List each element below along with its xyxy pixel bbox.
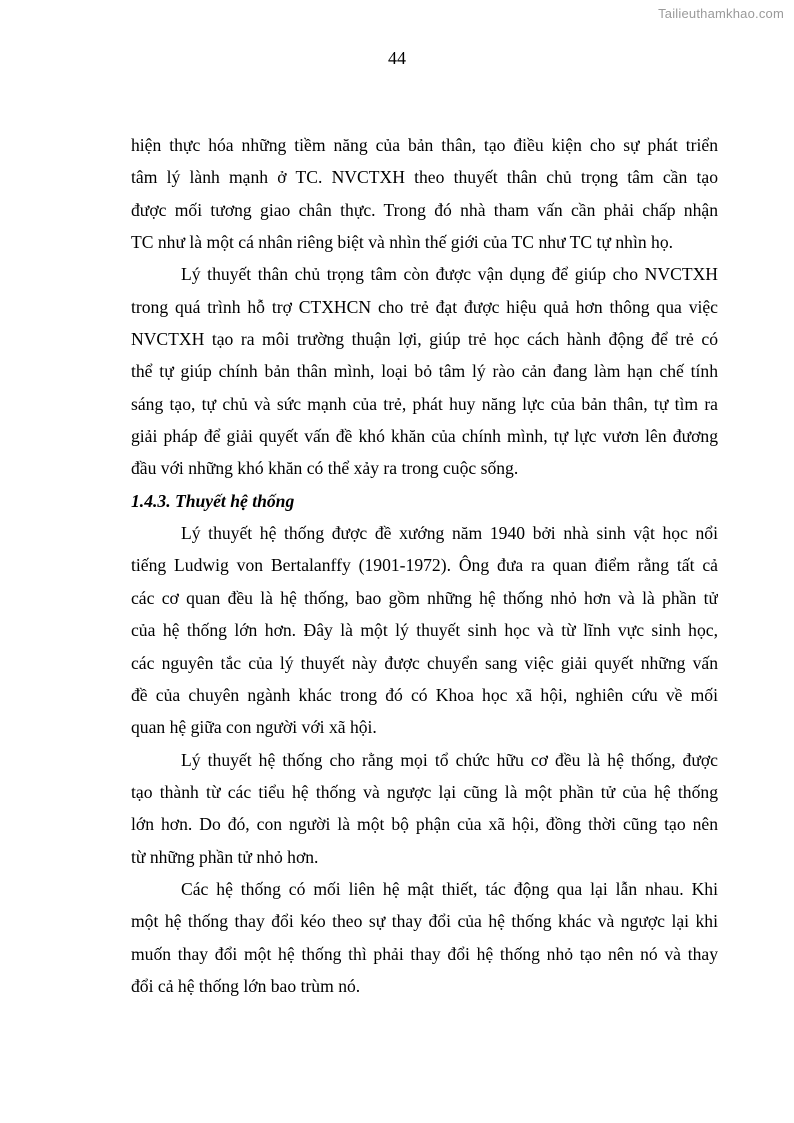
text-line: các nguyên tắc của lý thuyết này được chuyển sang việc giải quyết những vấn <box>131 652 718 673</box>
paragraph <box>131 258 718 484</box>
text-line: quan hệ giữa con người với xã hội. <box>131 717 377 738</box>
text-line: tâm lý lành mạnh ở TC. NVCTXH theo thuyết thân chủ trọng tâm cần tạo <box>131 167 718 188</box>
page-number: 44 <box>388 48 406 68</box>
text-line: trong quá trình hỗ trợ CTXHCN cho trẻ đạt được hiệu quả hơn thông qua việc <box>131 296 718 317</box>
text-line: đổi cả hệ thống lớn bao trùm nó. <box>131 975 361 996</box>
text-line: từ những phần tử nhỏ hơn. <box>131 846 319 867</box>
text-line: Lý thuyết hệ thống cho rằng mọi tổ chức hữu cơ đều là hệ thống, được <box>181 749 718 770</box>
text-line: Lý thuyết thân chủ trọng tâm còn được vận dụng để giúp cho NVCTXH <box>181 264 718 285</box>
text-line: được mối tương giao chân thực. Trong đó nhà tham vấn cần phải chấp nhận <box>131 199 718 220</box>
paragraph <box>131 129 718 258</box>
text-line: 1.4.3. Thuyết hệ thống <box>131 490 295 511</box>
text-line: đầu với những khó khăn có thể xảy ra trong cuộc sống. <box>131 458 519 479</box>
text-line: một hệ thống thay đổi kéo theo sự thay đổi của hệ thống khác và ngược lại khi <box>131 911 718 932</box>
text-line: thể tự giúp chính bản thân mình, loại bỏ tâm lý rào cản đang làm hạn chế tính <box>131 361 718 382</box>
watermark: Tailieuthamkhao.com <box>658 6 784 21</box>
text-line: giải pháp để giải quyết vấn đề khó khăn của chính mình, tự lực vươn lên đương <box>131 426 718 447</box>
section-heading <box>131 485 718 517</box>
text-line: tạo thành từ các tiểu hệ thống và ngược lại cũng là một phần tử của hệ thống <box>131 781 718 802</box>
paragraph <box>131 744 718 873</box>
text-line: tiếng Ludwig von Bertalanffy (1901-1972). Ông đưa ra quan điểm rằng tất cả <box>131 555 718 576</box>
text-line: của hệ thống lớn hơn. Đây là một lý thuyết sinh học và từ lĩnh vực sinh học, <box>131 620 718 641</box>
text-line: muốn thay đổi một hệ thống thì phải thay đổi hệ thống nhỏ tạo nên nó và thay <box>131 943 718 964</box>
text-line: NVCTXH tạo ra môi trường thuận lợi, giúp trẻ học cách hành động để trẻ có <box>131 329 718 350</box>
paragraph <box>131 517 718 743</box>
text-line: lớn hơn. Do đó, con người là một bộ phận của xã hội, đồng thời cũng tạo nên <box>131 814 718 835</box>
text-line: đề của chuyên ngành khác trong đó có Khoa học xã hội, nghiên cứu về mối <box>131 684 718 705</box>
text-line: Các hệ thống có mối liên hệ mật thiết, tác động qua lại lẫn nhau. Khi <box>181 878 718 899</box>
text-line: TC như là một cá nhân riêng biệt và nhìn thế giới của TC như TC tự nhìn họ. <box>131 232 674 253</box>
text-line: Lý thuyết hệ thống được đề xướng năm 1940 bởi nhà sinh vật học nổi <box>181 523 718 544</box>
paragraph <box>131 873 718 1002</box>
text-line: các cơ quan đều là hệ thống, bao gồm những hệ thống nhỏ hơn và là phần tử <box>131 587 718 608</box>
text-line: sáng tạo, tự chủ và sức mạnh của trẻ, phát huy năng lực của bản thân, tự tìm ra <box>131 393 718 414</box>
text-line: hiện thực hóa những tiềm năng của bản thân, tạo điều kiện cho sự phát triển <box>131 135 718 155</box>
document-body <box>131 129 718 1002</box>
